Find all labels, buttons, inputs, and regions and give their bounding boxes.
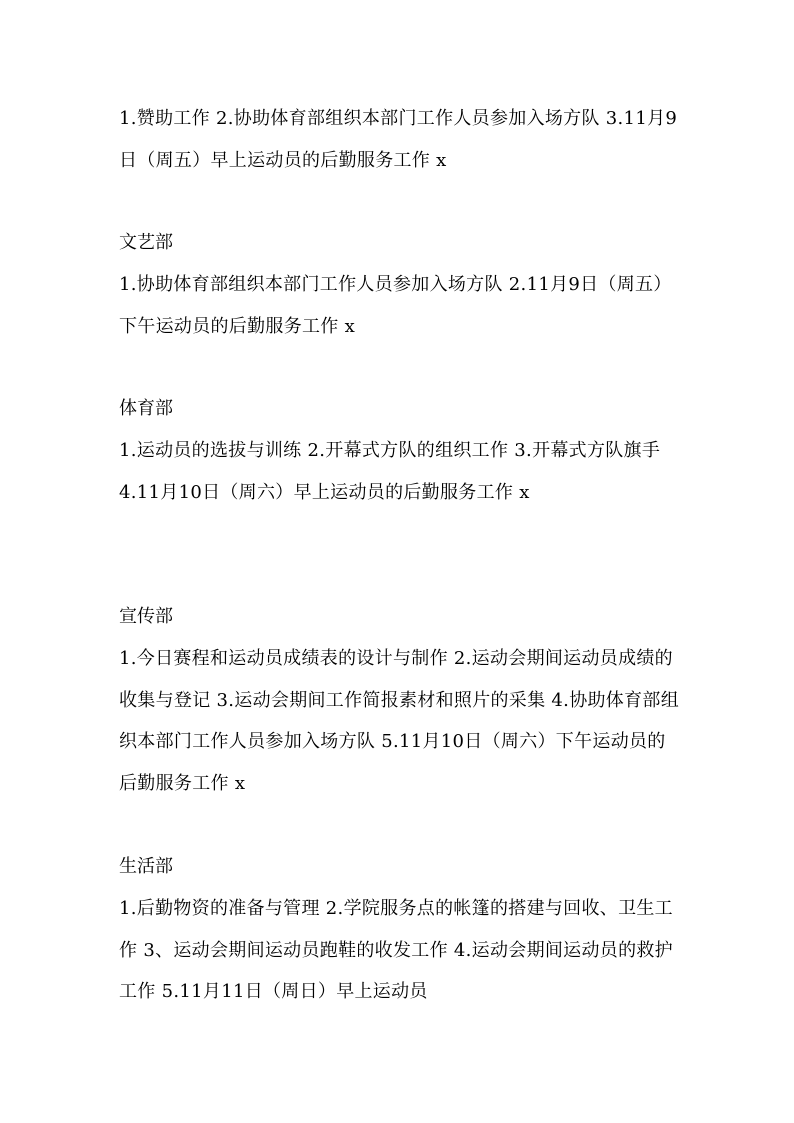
section-4-heading: 生活部 <box>119 856 173 877</box>
section-3-heading: 宣传部 <box>119 606 173 627</box>
section-1-body: 1.协助体育部组织本部门工作人员参加入场方队 2.11月9日（周五）下午运动员的后勤服务工作 x <box>119 274 672 337</box>
section-1-heading: 文艺部 <box>119 232 173 253</box>
section-2-body: 1.运动员的选拔与训练 2.开幕式方队的组织工作 3.开幕式方队旗手 4.11月10日（周六）早上运动员的后勤服务工作 x <box>119 440 661 503</box>
section-0-body: 1.赞助工作 2.协助体育部组织本部门工作人员参加入场方队 3.11月9日（周五）早上运动员的后勤服务工作 x <box>119 108 678 171</box>
section-4-body: 1.后勤物资的准备与管理 2.学院服务点的帐篷的搭建与回收、卫生工作 3、运动会期间运动员跑鞋的收发工作 4.运动会期间运动员的救护工作 5.11月11日（周日）早上运动员 <box>119 898 673 1002</box>
section-3-body: 1.今日赛程和运动员成绩表的设计与制作 2.运动会期间运动员成绩的收集与登记 3.运动会期间工作简报素材和照片的采集 4.协助体育部组织本部门工作人员参加入场方队 5.11月10日（周六）下午运动员的后勤服务工作 x <box>119 648 679 794</box>
section-2-heading: 体育部 <box>119 398 173 419</box>
